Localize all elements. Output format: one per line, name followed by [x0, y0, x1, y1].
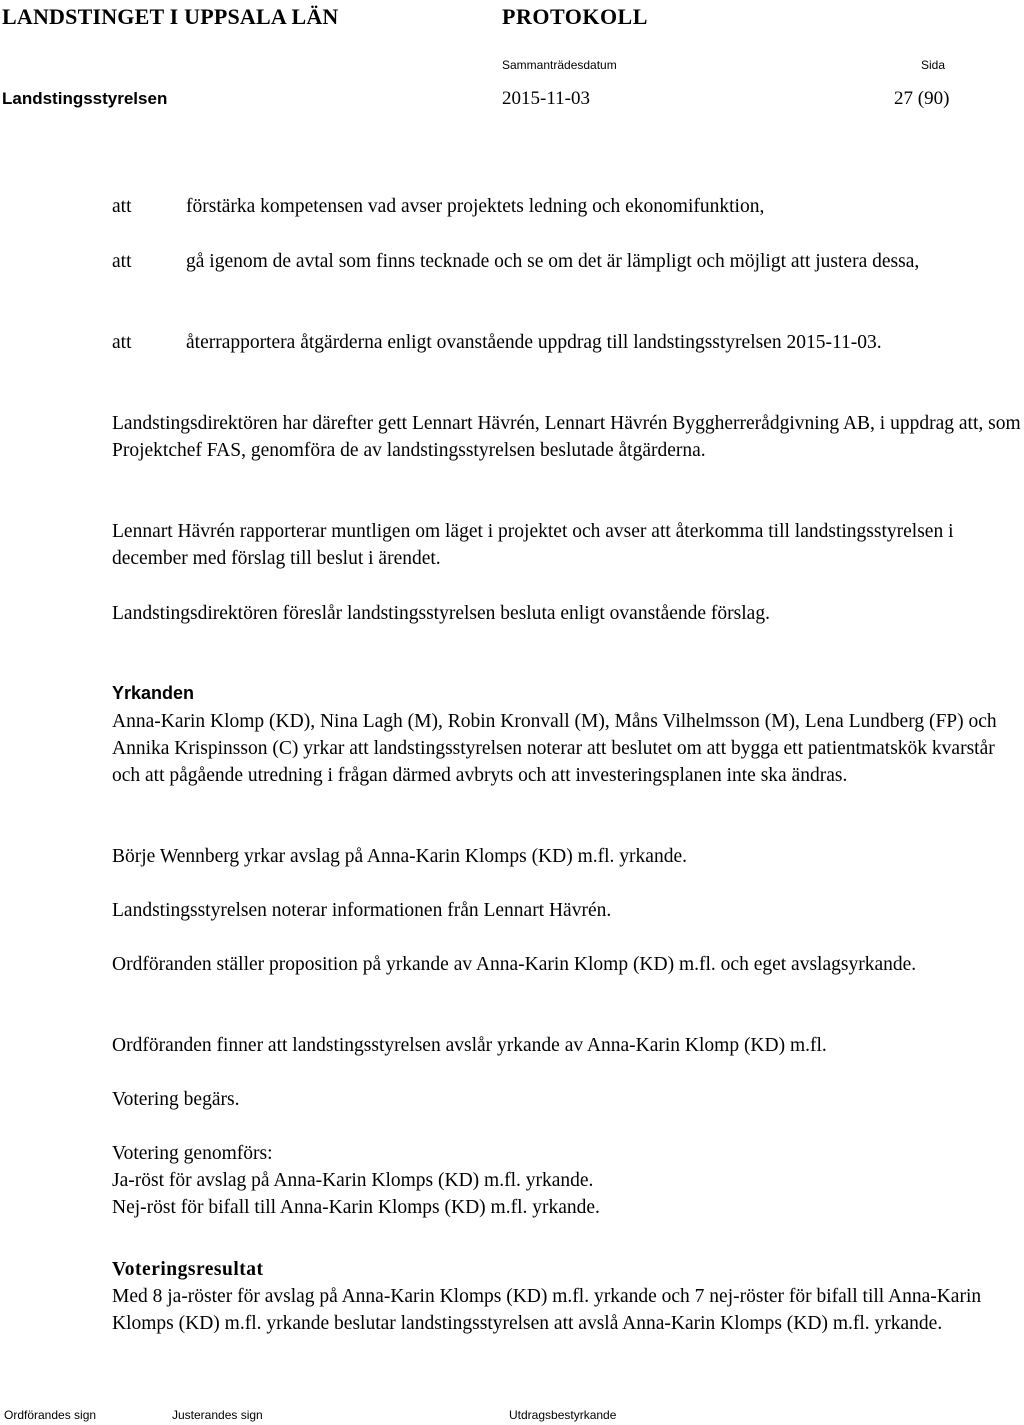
att-key: att: [112, 251, 132, 272]
votering-no-line: Nej-röst för bifall till Anna-Karin Klomps (KD) m.fl. yrkande.: [112, 1197, 600, 1218]
organization-name: LANDSTINGET I UPPSALA LÄN: [2, 4, 339, 29]
page-label: Sida: [921, 58, 946, 72]
yrkanden-paragraph-finding: Ordföranden finner att landstingsstyrelsen avslår yrkande av Anna-Karin Klomp (KD) m.fl.: [112, 1035, 827, 1056]
yrkanden-paragraph-proposition: Ordföranden ställer proposition på yrkande av Anna-Karin Klomp (KD) m.fl. och eget avslagsyrkande.: [112, 954, 917, 975]
att-text: förstärka kompetensen vad avser projektets ledning och ekonomifunktion,: [186, 196, 765, 217]
paragraph-report: Lennart Hävrén rapporterar muntligen om läget i projektet och avser att återkomma till landstingsstyrelsen i december med förslag till beslut i ärendet.: [112, 521, 954, 569]
yrkanden-paragraph-motion: Anna-Karin Klomp (KD), Nina Lagh (M), Robin Kronvall (M), Måns Vilhelmsson (M), Lena Lundberg (FP) och Annika Krispinsson (C) yrkar att landstingsstyrelsen noterar att beslutet om att bygga ett patientmatskök kvarstår och att pågående utredning i frågan därmed avbryts och att investeringsplanen inte ska ändras.: [112, 711, 997, 786]
page-number: 27 (90): [894, 88, 950, 109]
voteringsresultat-text: Med 8 ja-röster för avslag på Anna-Karin Klomps (KD) m.fl. yrkande och 7 nej-röster för bifall till Anna-Karin Klomps (KD) m.fl. yrkande beslutar landstingsstyrelsen att avslå Anna-Karin Klomps (KD) m.fl. yrkande.: [112, 1286, 982, 1334]
votering-line: Votering genomförs:: [112, 1143, 273, 1164]
yrkanden-paragraph-vote-requested: Votering begärs.: [112, 1089, 240, 1110]
yrkanden-paragraph-note: Landstingsstyrelsen noterar informationen från Lennart Hävrén.: [112, 900, 612, 921]
votering-yes-line: Ja-röst för avslag på Anna-Karin Klomps (KD) m.fl. yrkande.: [112, 1170, 594, 1191]
chair-signature-label: Ordförandes sign: [4, 1408, 97, 1422]
meeting-date: 2015-11-03: [502, 88, 590, 109]
att-key: att: [112, 196, 132, 217]
document-type: PROTOKOLL: [502, 4, 648, 29]
voteringsresultat-heading: Voteringsresultat: [112, 1259, 264, 1280]
paragraph-proposal: Landstingsdirektören föreslår landstingsstyrelsen besluta enligt ovanstående förslag.: [112, 603, 770, 624]
extract-certification-label: Utdragsbestyrkande: [509, 1408, 617, 1422]
board-name: Landstingsstyrelsen: [2, 89, 168, 108]
yrkanden-paragraph-rejection: Börje Wennberg yrkar avslag på Anna-Karin Klomps (KD) m.fl. yrkande.: [112, 846, 687, 867]
paragraph-assignment: Landstingsdirektören har därefter gett Lennart Hävrén, Lennart Hävrén Byggherrerådgivning AB, i uppdrag att, som Projektchef FAS, genomföra de av landstingsstyrelsen beslutade åtgärderna.: [112, 413, 1021, 461]
att-text: gå igenom de avtal som finns tecknade och se om det är lämpligt och möjligt att justera dessa,: [186, 251, 920, 272]
adjuster-signature-label: Justerandes sign: [172, 1408, 263, 1422]
meeting-date-label: Sammanträdesdatum: [502, 58, 617, 72]
yrkanden-heading: Yrkanden: [112, 683, 195, 703]
att-key: att: [112, 332, 132, 353]
att-text: återrapportera åtgärderna enligt ovanstående uppdrag till landstingsstyrelsen 2015-11-03.: [186, 332, 882, 353]
